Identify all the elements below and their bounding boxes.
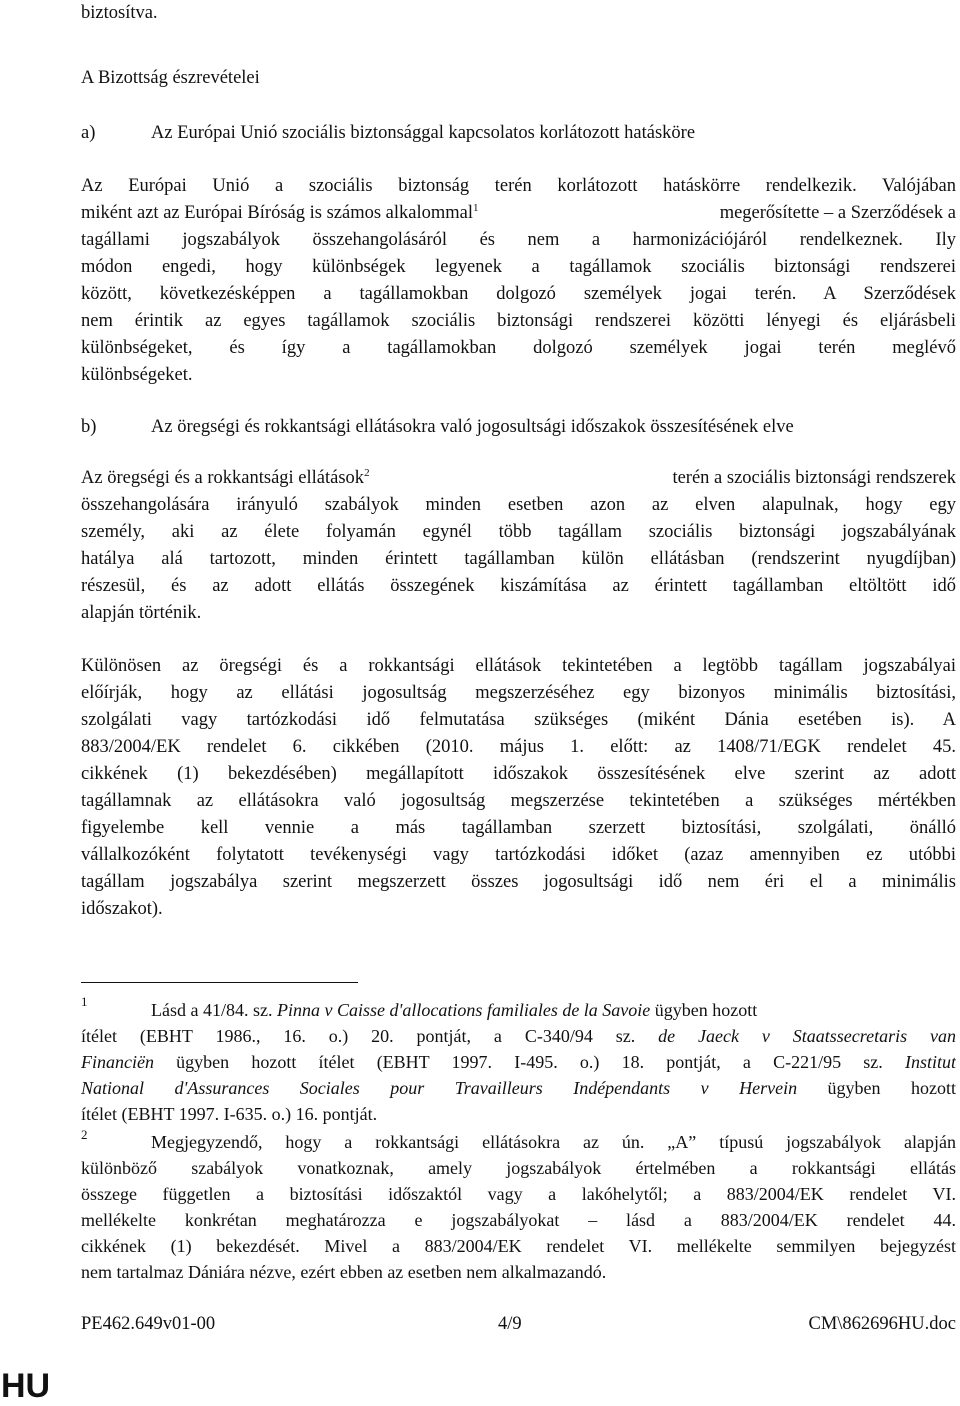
case-name: de Jaeck v Staatssecretaris van — [658, 1026, 956, 1046]
section-title: A Bizottság észrevételei — [81, 68, 260, 88]
footnote-text: Lásd a 41/84. sz. — [151, 1000, 277, 1020]
footnote-line: nem tartalmaz Dániára nézve, ezért ebben az esetben nem alkalmazandó. — [81, 1262, 607, 1282]
footnote-text: ügyben hozott — [650, 1000, 758, 1020]
footnote-line — [81, 1025, 956, 1047]
footnote-line: Megjegyzendő, hogy a rokkantsági ellátásokra az ún. „A” típusú jogszabályok alapján — [151, 1132, 956, 1152]
footnote-number: 1 — [81, 994, 88, 1009]
subsection-b-title: Az öregségi és rokkantsági ellátásokra való jogosultsági időszakok összesítésének elve — [151, 417, 794, 437]
paragraph-line: között, következésképpen a tagállamokban dolgozó személyek jogai terén. A Szerződések — [81, 284, 956, 304]
footnote-separator — [81, 982, 358, 983]
paragraph-line: szolgálati vagy tartózkodási idő felmutatása szükséges (miként Dánia esetében is). A — [81, 710, 956, 730]
paragraph-line: Az Európai Unió a szociális biztonság terén korlátozott hatáskörre rendelkezik. Valójában — [81, 176, 956, 196]
footnote-line: ítélet (EBHT 1997. I-635. o.) 16. pontját. — [81, 1104, 378, 1124]
footnote-line: összege független a biztosítási időszaktól vagy a lakóhelytől; a 883/2004/EK rendelet VI. — [81, 1184, 956, 1204]
subsection-a-title: Az Európai Unió szociális biztonsággal kapcsolatos korlátozott hatásköre — [151, 123, 696, 143]
footnote-number: 2 — [81, 1127, 88, 1142]
paragraph-line: módon engedi, hogy különbségek legyenek a tagállamok szociális biztonsági rendszerei — [81, 257, 956, 277]
paragraph-line: alapján történik. — [81, 603, 202, 623]
paragraph-line: figyelembe kell vennie a más tagállamban szerzett biztosítási, szolgálati, önálló — [81, 818, 956, 838]
footnote-ref-2[interactable]: 2 — [364, 466, 370, 479]
paragraph-line — [81, 467, 956, 489]
paragraph-text: terén a szociális biztonsági rendszerek — [672, 468, 956, 488]
language-code: HU — [1, 1367, 51, 1405]
paragraph-line: nem érintik az egyes tagállamok szociális biztonsági rendszerei közötti lényegi és eljárásbeli — [81, 311, 956, 331]
footer-page-number: 4/9 — [498, 1314, 522, 1334]
case-name: Institut — [904, 1052, 956, 1072]
footnote-line: különböző szabályok vonatkoznak, amely jogszabályok értelmében a rokkantsági ellátás — [81, 1158, 956, 1178]
footnote-text: ügyben hozott — [797, 1078, 956, 1098]
footnote-line — [151, 999, 757, 1021]
paragraph-line: személy, aki az élete folyamán egynél több tagállam szociális biztonsági jogszabályának — [81, 522, 956, 542]
footnote-ref-1[interactable]: 1 — [473, 201, 479, 214]
footnote-text: ügyben hozott ítélet (EBHT 1997. I-495. o.) 18. pontját, a C-221/95 sz. — [153, 1052, 905, 1072]
case-name: Pinna v Caisse d'allocations familiales de la Savoie — [276, 1000, 651, 1020]
footnote-line: cikkének (1) bekezdését. Mivel a 883/2004/EK rendelet VI. mellékelte semmilyen bejegyzést — [81, 1236, 956, 1256]
paragraph-line: cikkének (1) bekezdésében) megállapított időszakok összesítésének elve szerint az adott — [81, 764, 956, 784]
paragraph-line: 883/2004/EK rendelet 6. cikkében (2010. május 1. előtt: az 1408/71/EGK rendelet 45. — [81, 737, 956, 757]
paragraph-line: időszakot). — [81, 899, 163, 919]
footnote-line — [81, 1051, 956, 1073]
case-name: Financiën — [81, 1052, 154, 1072]
footer-document-name: CM\862696HU.doc — [808, 1314, 956, 1334]
paragraph-line — [81, 202, 956, 224]
paragraph-text: miként azt az Európai Bíróság is számos alkalommal — [81, 203, 473, 223]
paragraph-line: előírják, hogy az ellátási jogosultság megszerzéséhez egy bizonyos minimális biztosítási, — [81, 683, 956, 703]
paragraph-text: Az öregségi és a rokkantsági ellátások — [81, 468, 365, 488]
continuation-text: biztosítva. — [81, 3, 158, 23]
case-name: National d'Assurances Sociales pour Travailleurs Indépendants v Hervein — [81, 1078, 798, 1098]
paragraph-line: tagállami jogszabályok összehangolásáról és nem a harmonizációjáról rendelkeznek. Ily — [81, 230, 956, 250]
paragraph-line: különbségeket, és így a tagállamokban dolgozó személyek jogai terén meglévő — [81, 338, 956, 358]
paragraph-line: tagállam jogszabálya szerint megszerzett összes jogosultsági idő nem éri el a minimális — [81, 872, 956, 892]
paragraph-line: tagállamnak az ellátásokra való jogosultság megszerzése tekintetében a szükséges mértékben — [81, 791, 956, 811]
footer-reference: PE462.649v01-00 — [81, 1314, 216, 1334]
paragraph-text: megerősítette – a Szerződések a — [719, 203, 956, 223]
subsection-a-label: a) — [81, 123, 96, 143]
paragraph-line: vállalkozóként folytatott tevékenységi vagy tartózkodási időket (azaz amennyiben ez utóbbi — [81, 845, 956, 865]
footnote-line: mellékelte konkrétan meghatározza e jogszabályokat – lásd a 883/2004/EK rendelet 44. — [81, 1210, 956, 1230]
footnote-text: ítélet (EBHT 1986., 16. o.) 20. pontját, a C-340/94 sz. — [81, 1026, 659, 1046]
paragraph-line: Különösen az öregségi és a rokkantsági ellátások tekintetében a legtöbb tagállam jogszabályai — [81, 656, 956, 676]
paragraph-line: különbségeket. — [81, 365, 193, 385]
paragraph-line: részesül, és az adott ellátás összegének kiszámítása az érintett tagállamban eltöltött idő — [81, 576, 956, 596]
paragraph-line: összehangolására irányuló szabályok minden esetben azon az elven alapulnak, hogy egy — [81, 495, 956, 515]
subsection-b-label: b) — [81, 417, 97, 437]
paragraph-line: hatálya alá tartozott, minden érintett tagállamban külön ellátásban (rendszerint nyugdíjban) — [81, 549, 956, 569]
footnote-line — [81, 1077, 956, 1099]
